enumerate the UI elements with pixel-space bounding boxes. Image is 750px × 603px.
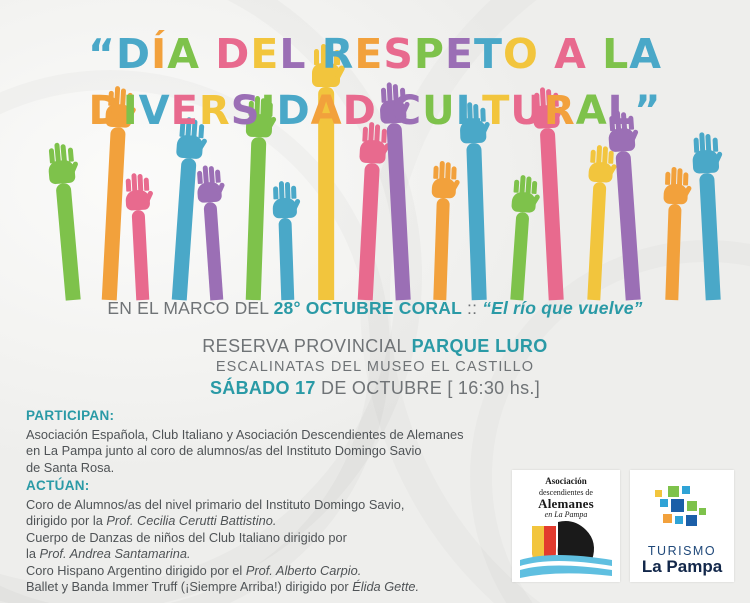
title-letter: I bbox=[122, 88, 139, 134]
hand-finger bbox=[48, 149, 54, 164]
hand-arm bbox=[510, 212, 530, 301]
title-letter bbox=[200, 28, 215, 80]
participan-section bbox=[26, 408, 464, 476]
hand-finger bbox=[285, 182, 290, 199]
hand-finger bbox=[126, 178, 131, 191]
raised-hand bbox=[125, 180, 155, 301]
title-letter bbox=[539, 28, 554, 80]
venue-line-2: ESCALINATAS DEL MUSEO EL CASTILLO bbox=[215, 359, 535, 375]
hand-finger bbox=[602, 146, 608, 163]
logo-turismo-la-pampa bbox=[630, 470, 734, 582]
title-letter: E bbox=[444, 30, 474, 78]
actuan-line-text: la bbox=[26, 546, 40, 561]
hand-finger bbox=[144, 178, 149, 191]
logo-alemanes-text bbox=[512, 476, 620, 520]
actuan-line bbox=[26, 530, 419, 547]
hand-finger bbox=[665, 171, 670, 184]
actuan-line bbox=[26, 563, 419, 580]
hand-arm bbox=[615, 150, 640, 300]
hand-finger bbox=[445, 162, 450, 179]
title-letter: P bbox=[413, 30, 445, 78]
title-letter: U bbox=[422, 88, 456, 134]
title-letter bbox=[587, 28, 602, 80]
title-letter bbox=[306, 28, 321, 80]
hand-finger bbox=[215, 170, 221, 183]
hand-finger bbox=[132, 173, 138, 191]
logo-asociacion-alemanes bbox=[512, 470, 620, 582]
title-letter: R bbox=[321, 30, 355, 78]
hand-finger bbox=[693, 138, 699, 153]
venue-time: DE OCTUBRE [ 16:30 hs.] bbox=[315, 378, 540, 398]
raised-hand bbox=[459, 110, 492, 301]
raised-hand bbox=[582, 152, 614, 301]
title-letter: T bbox=[473, 30, 503, 78]
title-letter: E bbox=[354, 30, 384, 78]
hand-finger bbox=[671, 167, 676, 185]
raised-hand bbox=[196, 171, 229, 300]
title-letter: S bbox=[230, 88, 261, 134]
actuan-line bbox=[26, 579, 419, 596]
actuan-line-director: Élida Gette. bbox=[352, 579, 420, 594]
raised-hand bbox=[47, 149, 86, 301]
hand-finger bbox=[514, 179, 520, 192]
title-letter: T bbox=[482, 88, 511, 134]
hand-finger bbox=[197, 170, 203, 183]
participan-heading: PARTICIPAN: bbox=[26, 408, 115, 423]
title-letter: E bbox=[250, 30, 280, 78]
marco-quote: “El río que vuelve” bbox=[482, 298, 643, 318]
title-letter: A bbox=[629, 30, 662, 78]
hand-finger bbox=[273, 186, 278, 199]
venue-place: PARQUE LURO bbox=[411, 336, 548, 356]
actuan-line-text: Coro de Alumnos/as del nivel primario del Instituto Domingo Savio, bbox=[26, 496, 405, 512]
participan-line: de Santa Rosa. bbox=[26, 459, 115, 475]
hand-finger bbox=[67, 148, 73, 162]
hand-arm bbox=[587, 182, 607, 301]
hand-finger bbox=[291, 186, 296, 199]
actuan-section bbox=[26, 478, 419, 596]
raised-hand bbox=[660, 174, 688, 301]
title-letter: L bbox=[607, 88, 635, 134]
title-letter: V bbox=[138, 88, 171, 134]
title-letter: L bbox=[602, 30, 630, 78]
title-letter: A bbox=[167, 30, 200, 78]
hand-finger bbox=[451, 167, 456, 180]
title-letter: A bbox=[310, 88, 343, 134]
actuan-line-text: Cuerpo de Danzas de niños del Club Italiano dirigido por bbox=[26, 529, 347, 545]
hand-finger bbox=[683, 173, 688, 186]
title-letter: Í bbox=[151, 30, 168, 78]
actuan-line-director: Prof. Andrea Santamarina. bbox=[39, 546, 191, 561]
page-title-line-1 bbox=[0, 28, 750, 80]
actuan-heading: ACTÚAN: bbox=[26, 478, 90, 493]
actuan-line-text: Coro Hispano Argentino dirigido por el bbox=[26, 562, 246, 578]
title-letter: D bbox=[215, 30, 251, 78]
participan-line: en La Pampa junto al coro de alumnos/as del Instituto Domingo Savio bbox=[26, 443, 422, 458]
actuan-line-director: Prof. Cecilia Cerutti Battistino. bbox=[106, 513, 277, 528]
hand-arm bbox=[172, 157, 196, 300]
title-letter: A bbox=[554, 30, 587, 78]
marco-prefix: EN EL MARCO DEL bbox=[107, 298, 274, 318]
venue-line-1 bbox=[0, 336, 750, 357]
title-letter: “D bbox=[88, 30, 151, 78]
hand-arm bbox=[540, 127, 564, 300]
logo-alemanes-line-4: en La Pampa bbox=[544, 510, 588, 519]
title-letter bbox=[377, 85, 392, 137]
hand-finger bbox=[596, 145, 602, 163]
marco-event: 28° OCTUBRE CORAL bbox=[273, 298, 462, 318]
hand-finger bbox=[434, 165, 439, 178]
hand-finger bbox=[440, 161, 445, 179]
hand-arm bbox=[203, 202, 223, 301]
raised-hand bbox=[505, 181, 537, 300]
logo-alemanes-line-3: Alemanes bbox=[538, 496, 594, 511]
title-letter: E bbox=[170, 88, 199, 134]
hand-finger bbox=[209, 166, 215, 183]
actuan-list bbox=[26, 497, 419, 596]
title-letter: R bbox=[198, 88, 231, 134]
participan-line: Asociación Española, Club Italiano y Asociación Descendientes de Alemanes bbox=[26, 426, 464, 442]
venue-block bbox=[0, 336, 750, 399]
title-letter: I bbox=[260, 88, 277, 134]
title-letter: D bbox=[276, 88, 311, 134]
hand-finger bbox=[591, 149, 596, 162]
hand-arm bbox=[246, 136, 266, 300]
hand-arm bbox=[699, 172, 720, 300]
logo-turismo-line-1: TURISMO bbox=[647, 544, 717, 558]
alemanes-emblem-icon bbox=[512, 516, 620, 578]
title-letter: L bbox=[455, 88, 483, 134]
logo-turismo-line-2: La Pampa bbox=[641, 557, 723, 576]
title-letter: L bbox=[279, 30, 307, 78]
hand-arm bbox=[466, 142, 486, 300]
title-letter: U bbox=[510, 88, 544, 134]
logo-alemanes-line-1: Asociación bbox=[545, 476, 587, 486]
hand-arm bbox=[132, 210, 150, 301]
hand-finger bbox=[61, 144, 68, 163]
actuan-line-text: dirigido por la bbox=[26, 513, 107, 528]
title-letter: S bbox=[383, 30, 414, 78]
title-letter: D bbox=[342, 88, 377, 134]
raised-hand bbox=[692, 140, 726, 301]
raised-hand bbox=[272, 188, 300, 301]
hand-finger bbox=[138, 174, 144, 191]
venue-line-3 bbox=[0, 378, 750, 399]
raised-hand bbox=[428, 168, 457, 301]
title-letter: O bbox=[502, 30, 539, 78]
event-framing-text bbox=[0, 298, 750, 319]
title-letter: ” bbox=[634, 88, 662, 134]
actuan-line bbox=[26, 513, 419, 530]
title-letter: D bbox=[88, 88, 123, 134]
venue-prefix: RESERVA PROVINCIAL bbox=[202, 336, 412, 356]
turismo-squares-icon bbox=[630, 478, 734, 540]
raised-hand bbox=[607, 118, 646, 301]
marco-separator: :: bbox=[461, 298, 483, 318]
hand-finger bbox=[279, 181, 284, 199]
title-letter: A bbox=[575, 88, 608, 134]
logo-turismo-text bbox=[630, 544, 734, 574]
venue-date: SÁBADO 17 bbox=[209, 378, 316, 398]
hand-arm bbox=[665, 204, 682, 300]
logo-alemanes-line-2: descendientes de bbox=[539, 488, 593, 497]
actuan-line bbox=[26, 546, 419, 563]
hand-finger bbox=[712, 138, 718, 152]
hand-arm bbox=[102, 126, 126, 300]
actuan-line bbox=[26, 497, 419, 514]
actuan-line-director: Prof. Alberto Carpio. bbox=[245, 562, 362, 578]
title-letter: C bbox=[391, 88, 423, 134]
actuan-line-text: Ballet y Banda Immer Truff (¡Siempre Arriba!) dirigido por bbox=[26, 579, 353, 594]
hand-arm bbox=[358, 162, 380, 300]
hand-arm bbox=[433, 198, 450, 300]
hand-finger bbox=[677, 168, 682, 185]
hand-arm bbox=[386, 122, 410, 300]
hand-arm bbox=[278, 218, 294, 300]
title-letter: R bbox=[543, 88, 576, 134]
page-title-line-2 bbox=[0, 85, 750, 137]
hand-arm bbox=[56, 182, 81, 300]
